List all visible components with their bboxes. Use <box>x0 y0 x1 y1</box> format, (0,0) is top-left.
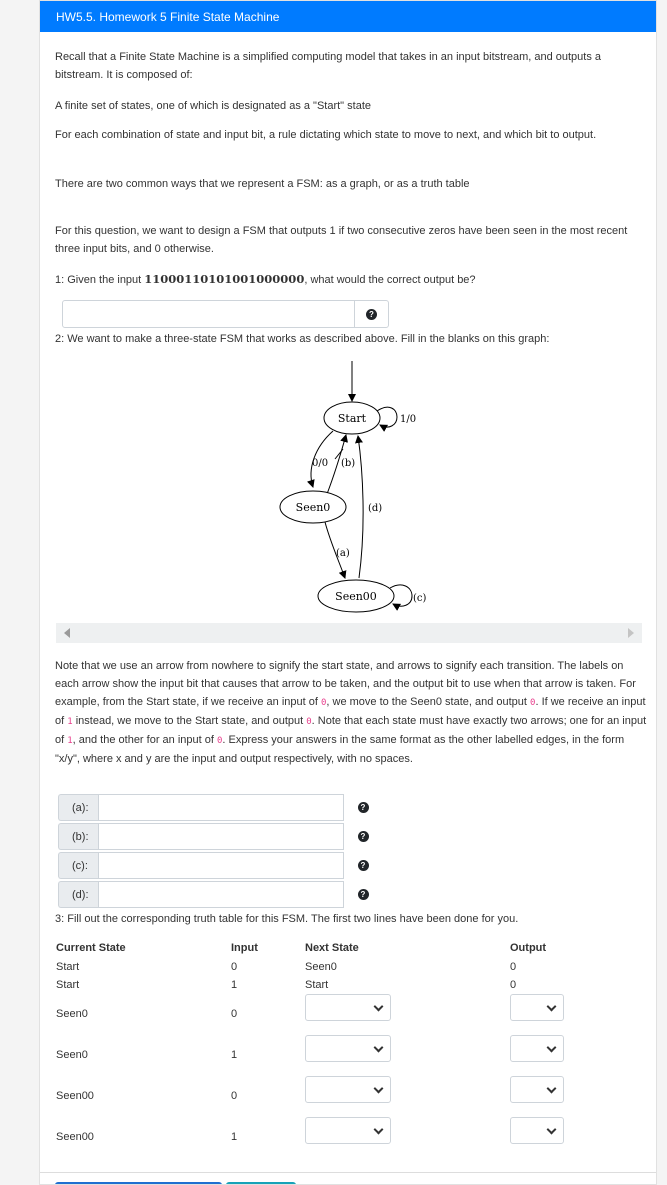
question-title: HW5.5. Homework 5 Finite State Machine <box>56 9 280 24</box>
blank-a-input[interactable] <box>98 794 344 821</box>
note-part: . Note that each state must have exactly two arrows; one for an input of <box>55 715 647 746</box>
row-current-state: Seen00 <box>56 1090 94 1102</box>
intro-two-ways: There are two common ways that we represent a FSM: as a graph, or as a truth table <box>55 178 470 190</box>
note-part: instead, we move to the Start state, and output <box>72 715 307 727</box>
blank-a-label: (a): <box>58 794 98 821</box>
blank-b-label: (b): <box>58 823 98 850</box>
blank-c-help-button[interactable] <box>344 852 382 879</box>
row-current-state: Seen0 <box>56 1049 88 1061</box>
intro-question: For this question, we want to design a FSM that outputs 1 if two consecutive zeros have been seen in the most recent three input bits, and 0 otherwise. <box>55 225 628 255</box>
edge-seen00-to-start-label: (d) <box>368 503 383 514</box>
edge-seen00-self-label: (c) <box>413 593 427 604</box>
q2-prompt: 2: We want to make a three-state FSM that works as described above. Fill in the blanks on this graph: <box>55 333 550 345</box>
output-select[interactable] <box>510 1117 564 1144</box>
chevron-down-icon <box>374 1002 384 1012</box>
q2-note <box>55 657 647 768</box>
note-code: 0 <box>306 717 312 727</box>
note-code: 1 <box>67 736 73 746</box>
note-part: Note that we use an arrow from nowhere to signify the start state, and arrows to signify each transition. The labels on each arrow show the input bit that causes that arrow to be taken, and the output bit to use when that arrow is taken. For example, from the Start state, if we receive an input of <box>55 660 636 708</box>
question-circle-icon: ? <box>358 860 369 871</box>
question-circle-icon: ? <box>358 889 369 900</box>
row-current-state: Start <box>56 979 80 991</box>
chevron-down-icon <box>374 1043 384 1053</box>
blank-c-label: (c): <box>58 852 98 879</box>
row-next-state: Start <box>305 979 329 991</box>
blank-c-input[interactable] <box>98 852 344 879</box>
question-circle-icon: ? <box>358 831 369 842</box>
scroll-left-icon[interactable] <box>64 628 70 638</box>
row-current-state: Seen00 <box>56 1131 94 1143</box>
fsm-graph <box>55 351 647 621</box>
chevron-down-icon <box>547 1125 557 1135</box>
question-header <box>40 1 656 32</box>
chevron-down-icon <box>547 1002 557 1012</box>
row-input: 0 <box>231 1008 238 1020</box>
edge-start-self-label: 1/0 <box>400 414 417 425</box>
edge-seen0-to-seen00-label: (a) <box>336 548 350 559</box>
q1-suffix: , what would the correct output be? <box>304 274 476 286</box>
row-input: 0 <box>231 961 238 973</box>
next-state-select[interactable] <box>305 994 391 1021</box>
output-select[interactable] <box>510 1076 564 1103</box>
q1-answer-group <box>62 300 389 328</box>
row-next-state: Seen0 <box>305 961 337 973</box>
blank-b-help-button[interactable] <box>344 823 382 850</box>
intro-recall: Recall that a Finite State Machine is a simplified computing model that takes in an input bitstream, and outputs a bitstream. It is composed of: <box>55 51 602 81</box>
node-seen0-label: Seen0 <box>295 501 331 514</box>
next-state-select[interactable] <box>305 1076 391 1103</box>
note-code: 0 <box>320 698 327 708</box>
question-circle-icon: ? <box>366 309 377 320</box>
chevron-down-icon <box>547 1043 557 1053</box>
blank-d-help-button[interactable] <box>344 881 382 908</box>
graph-horizontal-scrollbar[interactable] <box>56 623 642 643</box>
row-current-state: Start <box>56 961 80 973</box>
intro-each-combo: For each combination of state and input bit, a rule dictating which state to move to next, and which bit to output. <box>55 129 597 141</box>
q1-prefix: 1: Given the input <box>55 274 145 286</box>
th-output: Output <box>510 942 547 954</box>
th-input: Input <box>231 942 258 954</box>
chevron-down-icon <box>374 1125 384 1135</box>
blank-a-help-button[interactable] <box>344 794 382 821</box>
blank-d-group <box>58 881 382 908</box>
question-circle-icon: ? <box>358 802 369 813</box>
node-start-label: Start <box>337 412 367 425</box>
q1-prompt <box>55 271 647 290</box>
next-state-select[interactable] <box>305 1035 391 1062</box>
edge-start-to-seen0-label: 0/0 <box>312 458 329 469</box>
row-current-state: Seen0 <box>56 1008 88 1020</box>
note-part: . If we receive an input of <box>55 696 646 727</box>
note-code: 0 <box>216 736 223 746</box>
blank-a-group <box>58 794 382 821</box>
intro-finite-set: A finite set of states, one of which is designated as a "Start" state <box>55 100 371 112</box>
row-output: 0 <box>510 961 517 973</box>
blank-b-input[interactable] <box>98 823 344 850</box>
blank-d-label: (d): <box>58 881 98 908</box>
note-part: , we move to the Seen0 state, and output <box>326 696 531 708</box>
q1-answer-input[interactable] <box>63 301 355 327</box>
scroll-right-icon[interactable] <box>628 628 634 638</box>
q1-input-bits: 11000110101001000000 <box>144 272 305 286</box>
th-next-state: Next State <box>305 942 359 954</box>
edge-seen00-to-start <box>358 436 363 578</box>
row-input: 1 <box>231 979 238 991</box>
blank-d-input[interactable] <box>98 881 344 908</box>
row-input: 1 <box>231 1049 238 1061</box>
chevron-down-icon <box>374 1084 384 1094</box>
row-output: 0 <box>510 979 517 991</box>
next-state-select[interactable] <box>305 1117 391 1144</box>
row-input: 1 <box>231 1131 238 1143</box>
th-current-state: Current State <box>56 942 126 954</box>
note-code: 1 <box>67 717 73 727</box>
edge-seen0-to-start-label: (b) <box>341 458 356 469</box>
q1-help-button[interactable] <box>355 301 388 327</box>
row-input: 0 <box>231 1090 238 1102</box>
blank-c-group <box>58 852 382 879</box>
note-part: , and the other for an input of <box>72 734 217 746</box>
blank-b-group <box>58 823 382 850</box>
output-select[interactable] <box>510 994 564 1021</box>
card-footer-divider <box>40 1172 657 1173</box>
output-select[interactable] <box>510 1035 564 1062</box>
note-part: . Express your answers in the same format as the other labelled edges, in the form "x/y", where x and y are the input and output respectively, with no spaces. <box>55 734 625 765</box>
question-card <box>39 0 657 1185</box>
q3-prompt: 3: Fill out the corresponding truth table for this FSM. The first two lines have been done for you. <box>55 913 519 925</box>
node-seen00-label: Seen00 <box>335 590 377 603</box>
note-code: 0 <box>530 698 536 708</box>
chevron-down-icon <box>547 1084 557 1094</box>
